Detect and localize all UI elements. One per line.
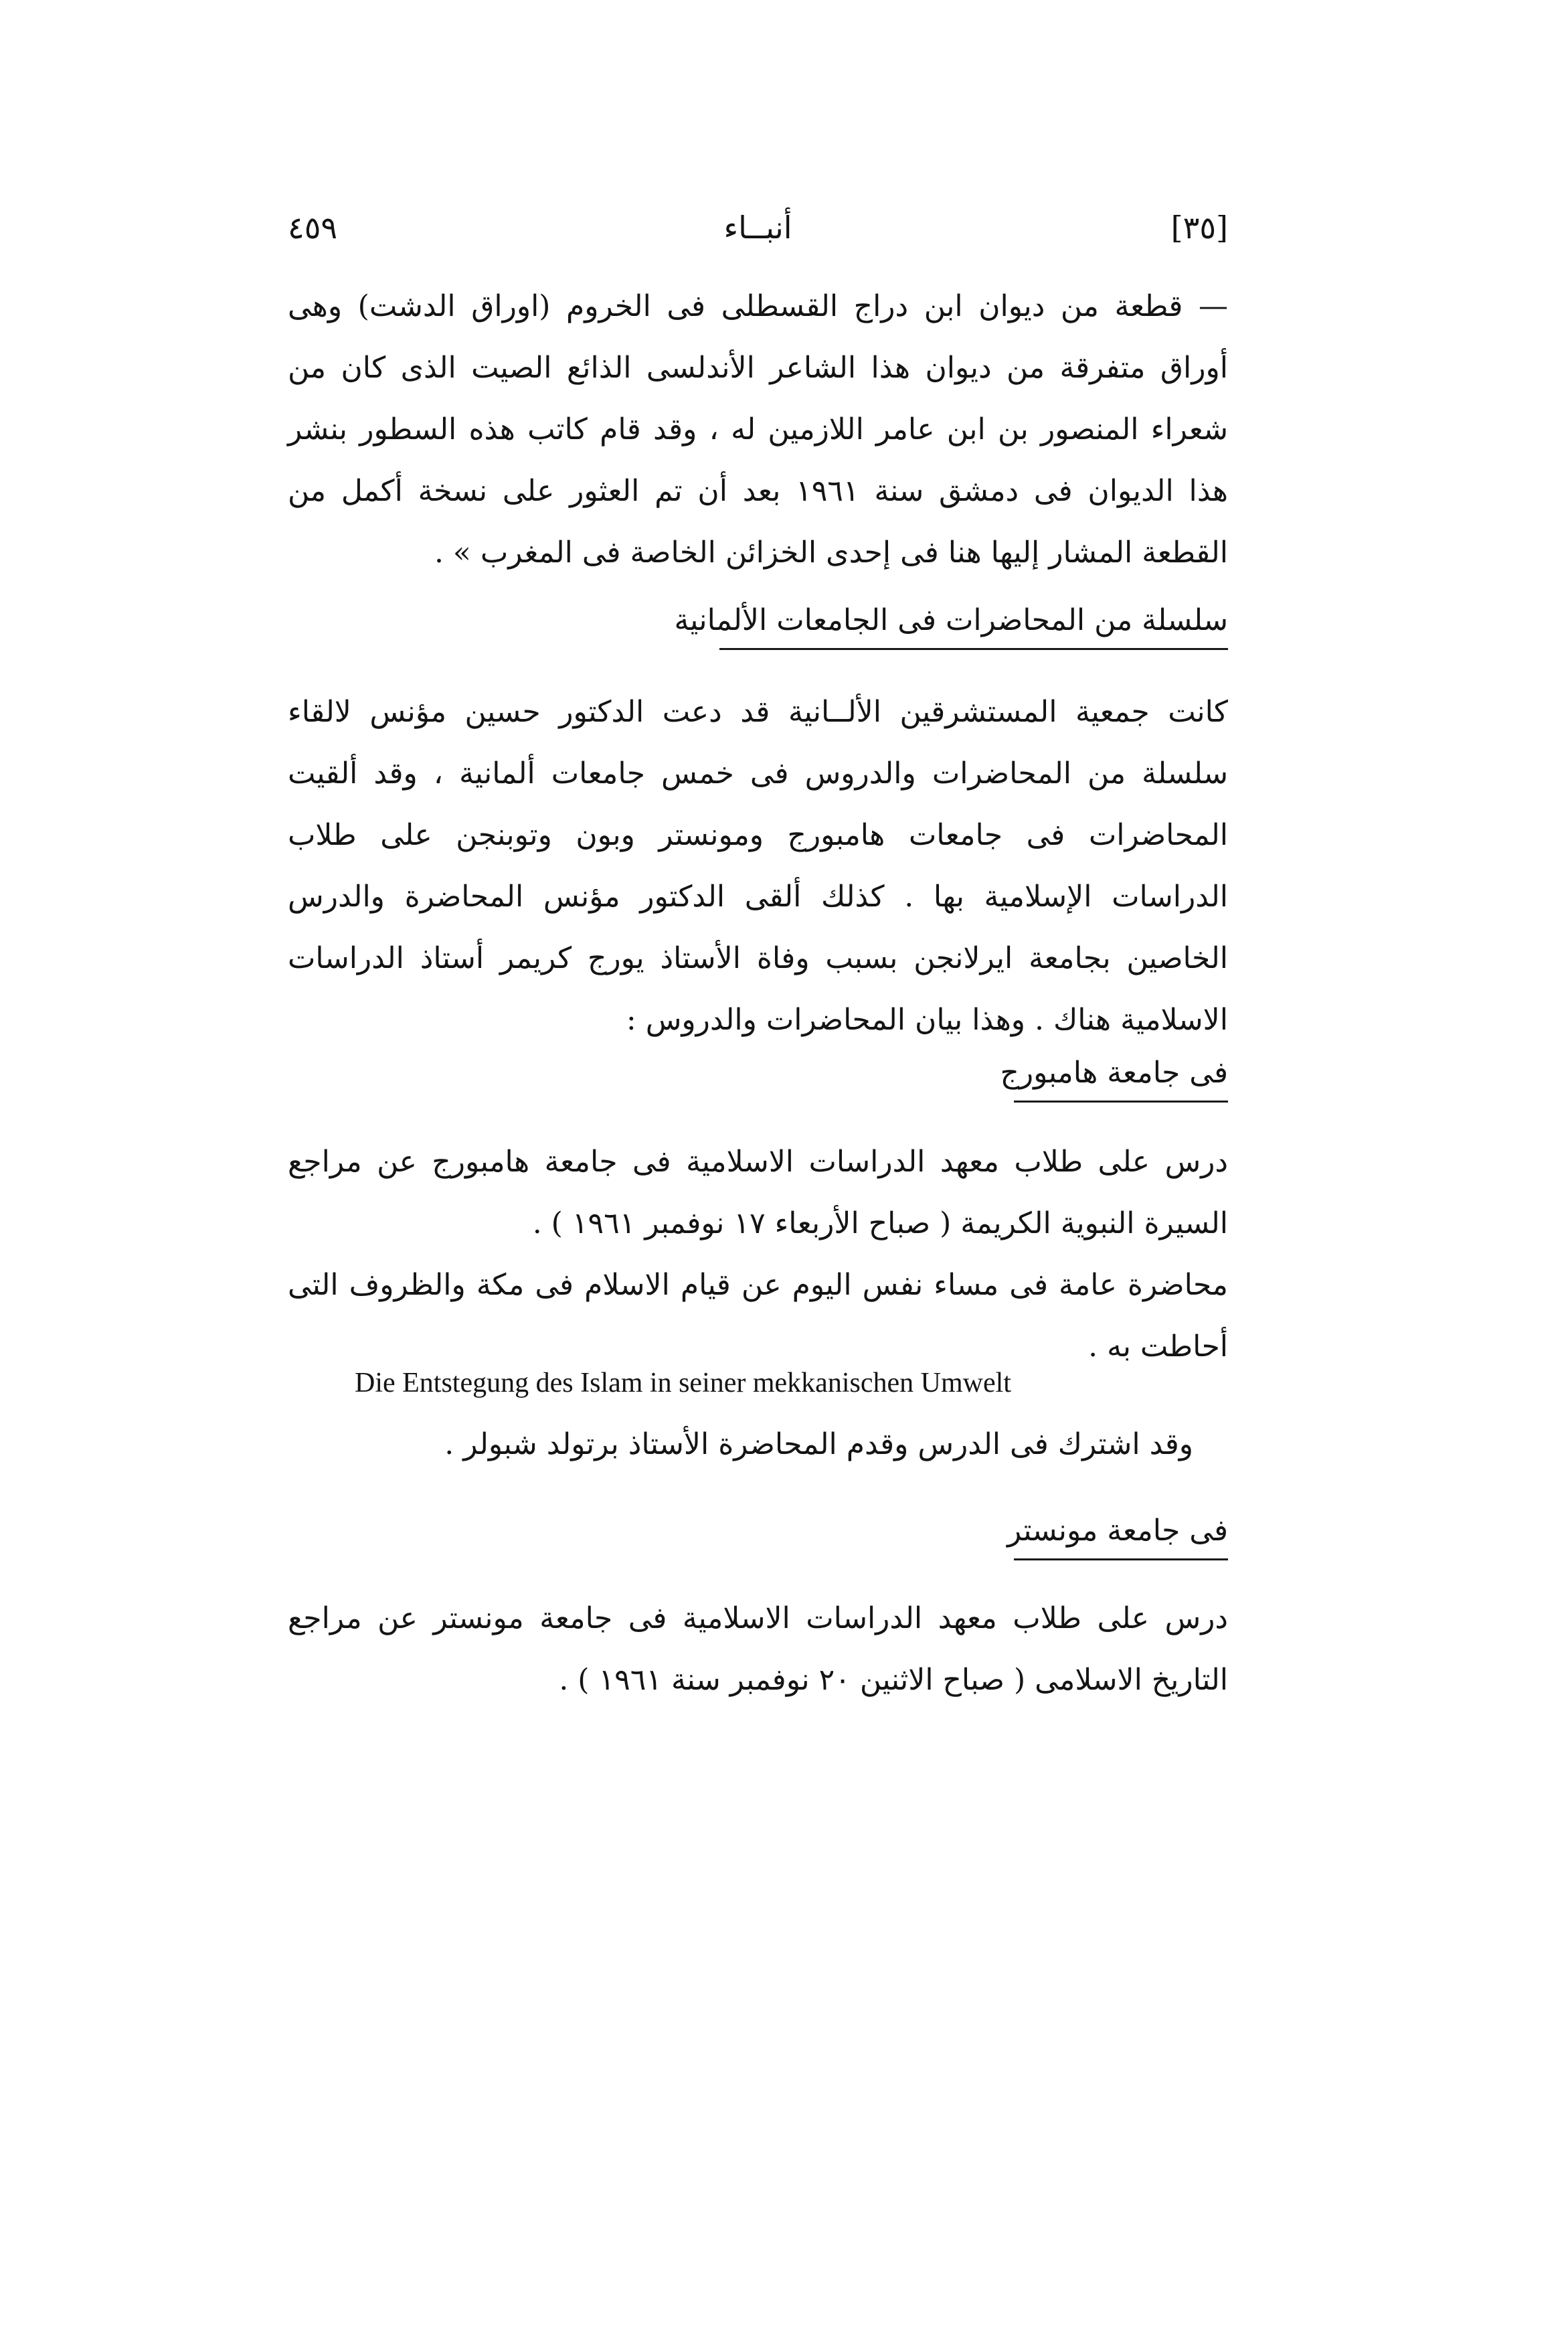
munster-heading: فى جامعة مونستر [1014, 1508, 1228, 1560]
running-head [288, 201, 1228, 254]
lectures-paragraph: كانت جمعية المستشرقين الألــانية قد دعت الدكتور حسين مؤنس لالقاء سلسلة من المحاضرات والدروس فى خمس جامعات ألمانية ، وقد ألقيت المحاضرات فى جامعات هامبورج ومونستر وبون وتوبنجن على طلاب الدراسات الإسلامية بها . كذلك ألقى الدكتور مؤنس المحاضرة والدرس الخاصين بجامعة ايرلانجن بسبب وفاة الأستاذ يورج كريمر أستاذ الدراسات الاسلامية هناك . وهذا بيان المحاضرات والدروس : [288, 695, 1228, 1037]
munster-lesson: درس على طلاب معهد الدراسات الاسلامية فى جامعة مونستر عن مراجع التاريخ الاسلامى ( صباح الاثنين ٢٠ نوفمبر سنة ١٩٦١ ) . [288, 1601, 1228, 1697]
intro-paragraph-block [288, 276, 1228, 584]
running-title: أنبــاء [723, 210, 792, 246]
intro-paragraph: — قطعة من ديوان ابن دراج القسطلى فى الخروم (اوراق الدشت) وهى أوراق متفرقة من ديوان هذا الشاعر الأندلسى الذائع الصيت الذى كان من شعراء المنصور بن ابن عامر اللازمين له ، وقد قام كاتب هذه السطور بنشر هذا الديوان فى دمشق سنة ١٩٦١ بعد أن تم العثور على نسخة أكمل من القطعة المشار إليها هنا فى إحدى الخزائن الخاصة فى المغرب » . [288, 289, 1229, 570]
hamburg-lecture: محاضرة عامة فى مساء نفس اليوم عن قيام الاسلام فى مكة والظروف التى أحاطت به . [288, 1268, 1228, 1364]
hamburg-block [288, 1131, 1228, 1378]
page-number: ٤٥٩ [288, 210, 338, 246]
german-lecture-title: Die Entstegung des Islam in seiner mekkanischen Umwelt [355, 1368, 1011, 1398]
hamburg-note: وقد اشترك فى الدرس وقدم المحاضرة الأستاذ برتولد شبولر . [444, 1427, 1193, 1461]
munster-block [288, 1588, 1228, 1711]
hamburg-lesson: درس على طلاب معهد الدراسات الاسلامية فى جامعة هامبورج عن مراجع السيرة النبوية الكريمة ( صباح الأربعاء ١٧ نوفمبر ١٩٦١ ) . [288, 1145, 1228, 1240]
hamburg-heading: فى جامعة هامبورج [1014, 1050, 1228, 1103]
lectures-heading: سلسلة من المحاضرات فى الجامعات الألمانية [719, 597, 1228, 650]
lectures-paragraph-block [288, 681, 1228, 1051]
section-number: [٣٥] [1170, 210, 1228, 246]
